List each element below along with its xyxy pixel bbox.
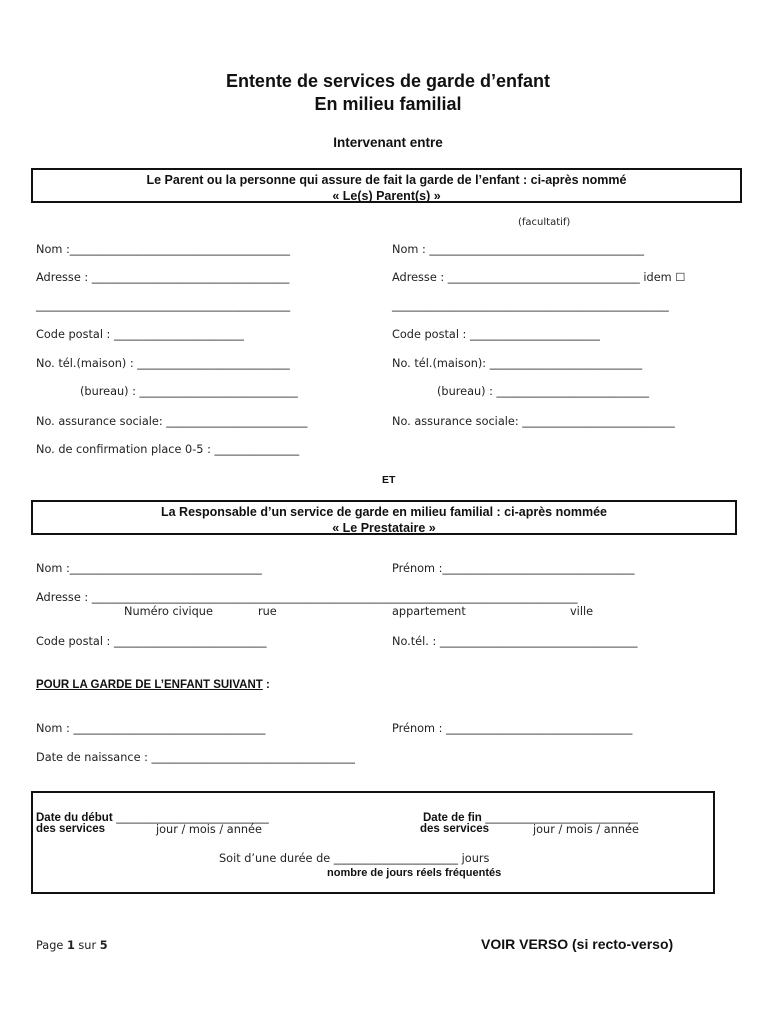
confirmation-field[interactable]: No. de confirmation place 0-5 : _______________: [36, 443, 300, 456]
provider-prenom-field[interactable]: Prénom :__________________________________: [392, 562, 635, 575]
provider-code-postal-field[interactable]: Code postal : ___________________________: [36, 635, 267, 648]
parent-nom-field[interactable]: Nom :_______________________________________: [36, 243, 291, 256]
document-subtitle: En milieu familial: [314, 94, 462, 114]
document-title: Entente de services de garde d’enfant: [225, 71, 551, 91]
fin-format-label: jour / mois / année: [533, 823, 639, 836]
parent-tel-bureau-field[interactable]: (bureau) : ____________________________: [80, 385, 298, 398]
between-heading: Intervenant entre: [333, 135, 443, 150]
parent2-tel-maison-field[interactable]: No. tél.(maison): ___________________________: [392, 357, 643, 370]
child-heading-colon: :: [262, 679, 270, 691]
parent-adresse2-field[interactable]: _____________________________________________: [36, 299, 291, 312]
parent-box-line2: « Le(s) Parent(s) »: [332, 189, 441, 203]
fin-label: Date de fin: [423, 812, 482, 824]
parent2-code-postal-field[interactable]: Code postal : _______________________: [392, 328, 600, 341]
parent-box-line1: Le Parent ou la personne qui assure de fait la garde de l’enfant : ci-après nommé: [146, 173, 627, 187]
duree-field[interactable]: Soit d’une durée de ______________________ jours: [219, 852, 490, 865]
debut-services-label: des services: [36, 823, 106, 835]
parent-nas-field[interactable]: No. assurance sociale: _________________________: [36, 415, 308, 428]
child-nom-field[interactable]: Nom : __________________________________: [36, 722, 266, 735]
duree-label: nombre de jours réels fréquentés: [327, 867, 502, 879]
provider-section-box: [31, 500, 737, 535]
parent-code-postal-field[interactable]: Code postal : _______________________: [36, 328, 244, 341]
parent2-nom-field[interactable]: Nom : ______________________________________: [392, 243, 644, 256]
child-prenom-field[interactable]: Prénom : _________________________________: [392, 722, 633, 735]
debut-date-field[interactable]: ___________________________: [112, 811, 269, 824]
parent2-nas-field[interactable]: No. assurance sociale: ___________________________: [392, 415, 675, 428]
provider-nom-field[interactable]: Nom :__________________________________: [36, 562, 262, 575]
debut-label: Date du début: [36, 812, 113, 824]
page-total: 5: [99, 939, 108, 952]
debut-format-label: jour / mois / année: [156, 823, 262, 836]
parent-adresse-field[interactable]: Adresse : ___________________________________: [36, 271, 290, 284]
appartement-label: appartement: [392, 605, 466, 618]
optional-label: (facultatif): [518, 217, 571, 228]
rue-label: rue: [258, 605, 277, 618]
child-section-heading: [36, 679, 270, 691]
provider-box-line1: La Responsable d’un service de garde en milieu familial : ci-après nommée: [161, 505, 607, 519]
parent2-adresse2-field[interactable]: _________________________________________________: [392, 299, 669, 312]
page-number: 1: [66, 939, 75, 952]
child-naissance-field[interactable]: Date de naissance : ____________________________________: [36, 751, 355, 764]
parent-tel-maison-field[interactable]: No. tél.(maison) : ___________________________: [36, 357, 290, 370]
fin-services-label: des services: [420, 823, 490, 835]
et-separator: ET: [382, 474, 396, 486]
page-indicator: [36, 939, 108, 952]
provider-tel-field[interactable]: No.tél. : ___________________________________: [392, 635, 638, 648]
provider-adresse-field[interactable]: Adresse : ______________________________________________________________________________________: [36, 591, 578, 604]
page-prefix: Page: [36, 939, 67, 952]
fin-date-field[interactable]: ___________________________: [481, 811, 638, 824]
provider-box-line2: « Le Prestataire »: [332, 521, 436, 535]
numero-civique-label: Numéro civique: [124, 605, 213, 618]
page-mid: sur: [74, 939, 100, 952]
ville-label: ville: [570, 605, 594, 618]
parent-section-box: [31, 168, 742, 203]
child-heading-text: POUR LA GARDE DE L’ENFANT SUIVANT: [36, 679, 263, 691]
parent2-tel-bureau-field[interactable]: (bureau) : ___________________________: [437, 385, 650, 398]
parent2-adresse-field[interactable]: Adresse : __________________________________ idem ☐: [392, 271, 686, 284]
see-verso-note: VOIR VERSO (si recto-verso): [481, 936, 674, 952]
